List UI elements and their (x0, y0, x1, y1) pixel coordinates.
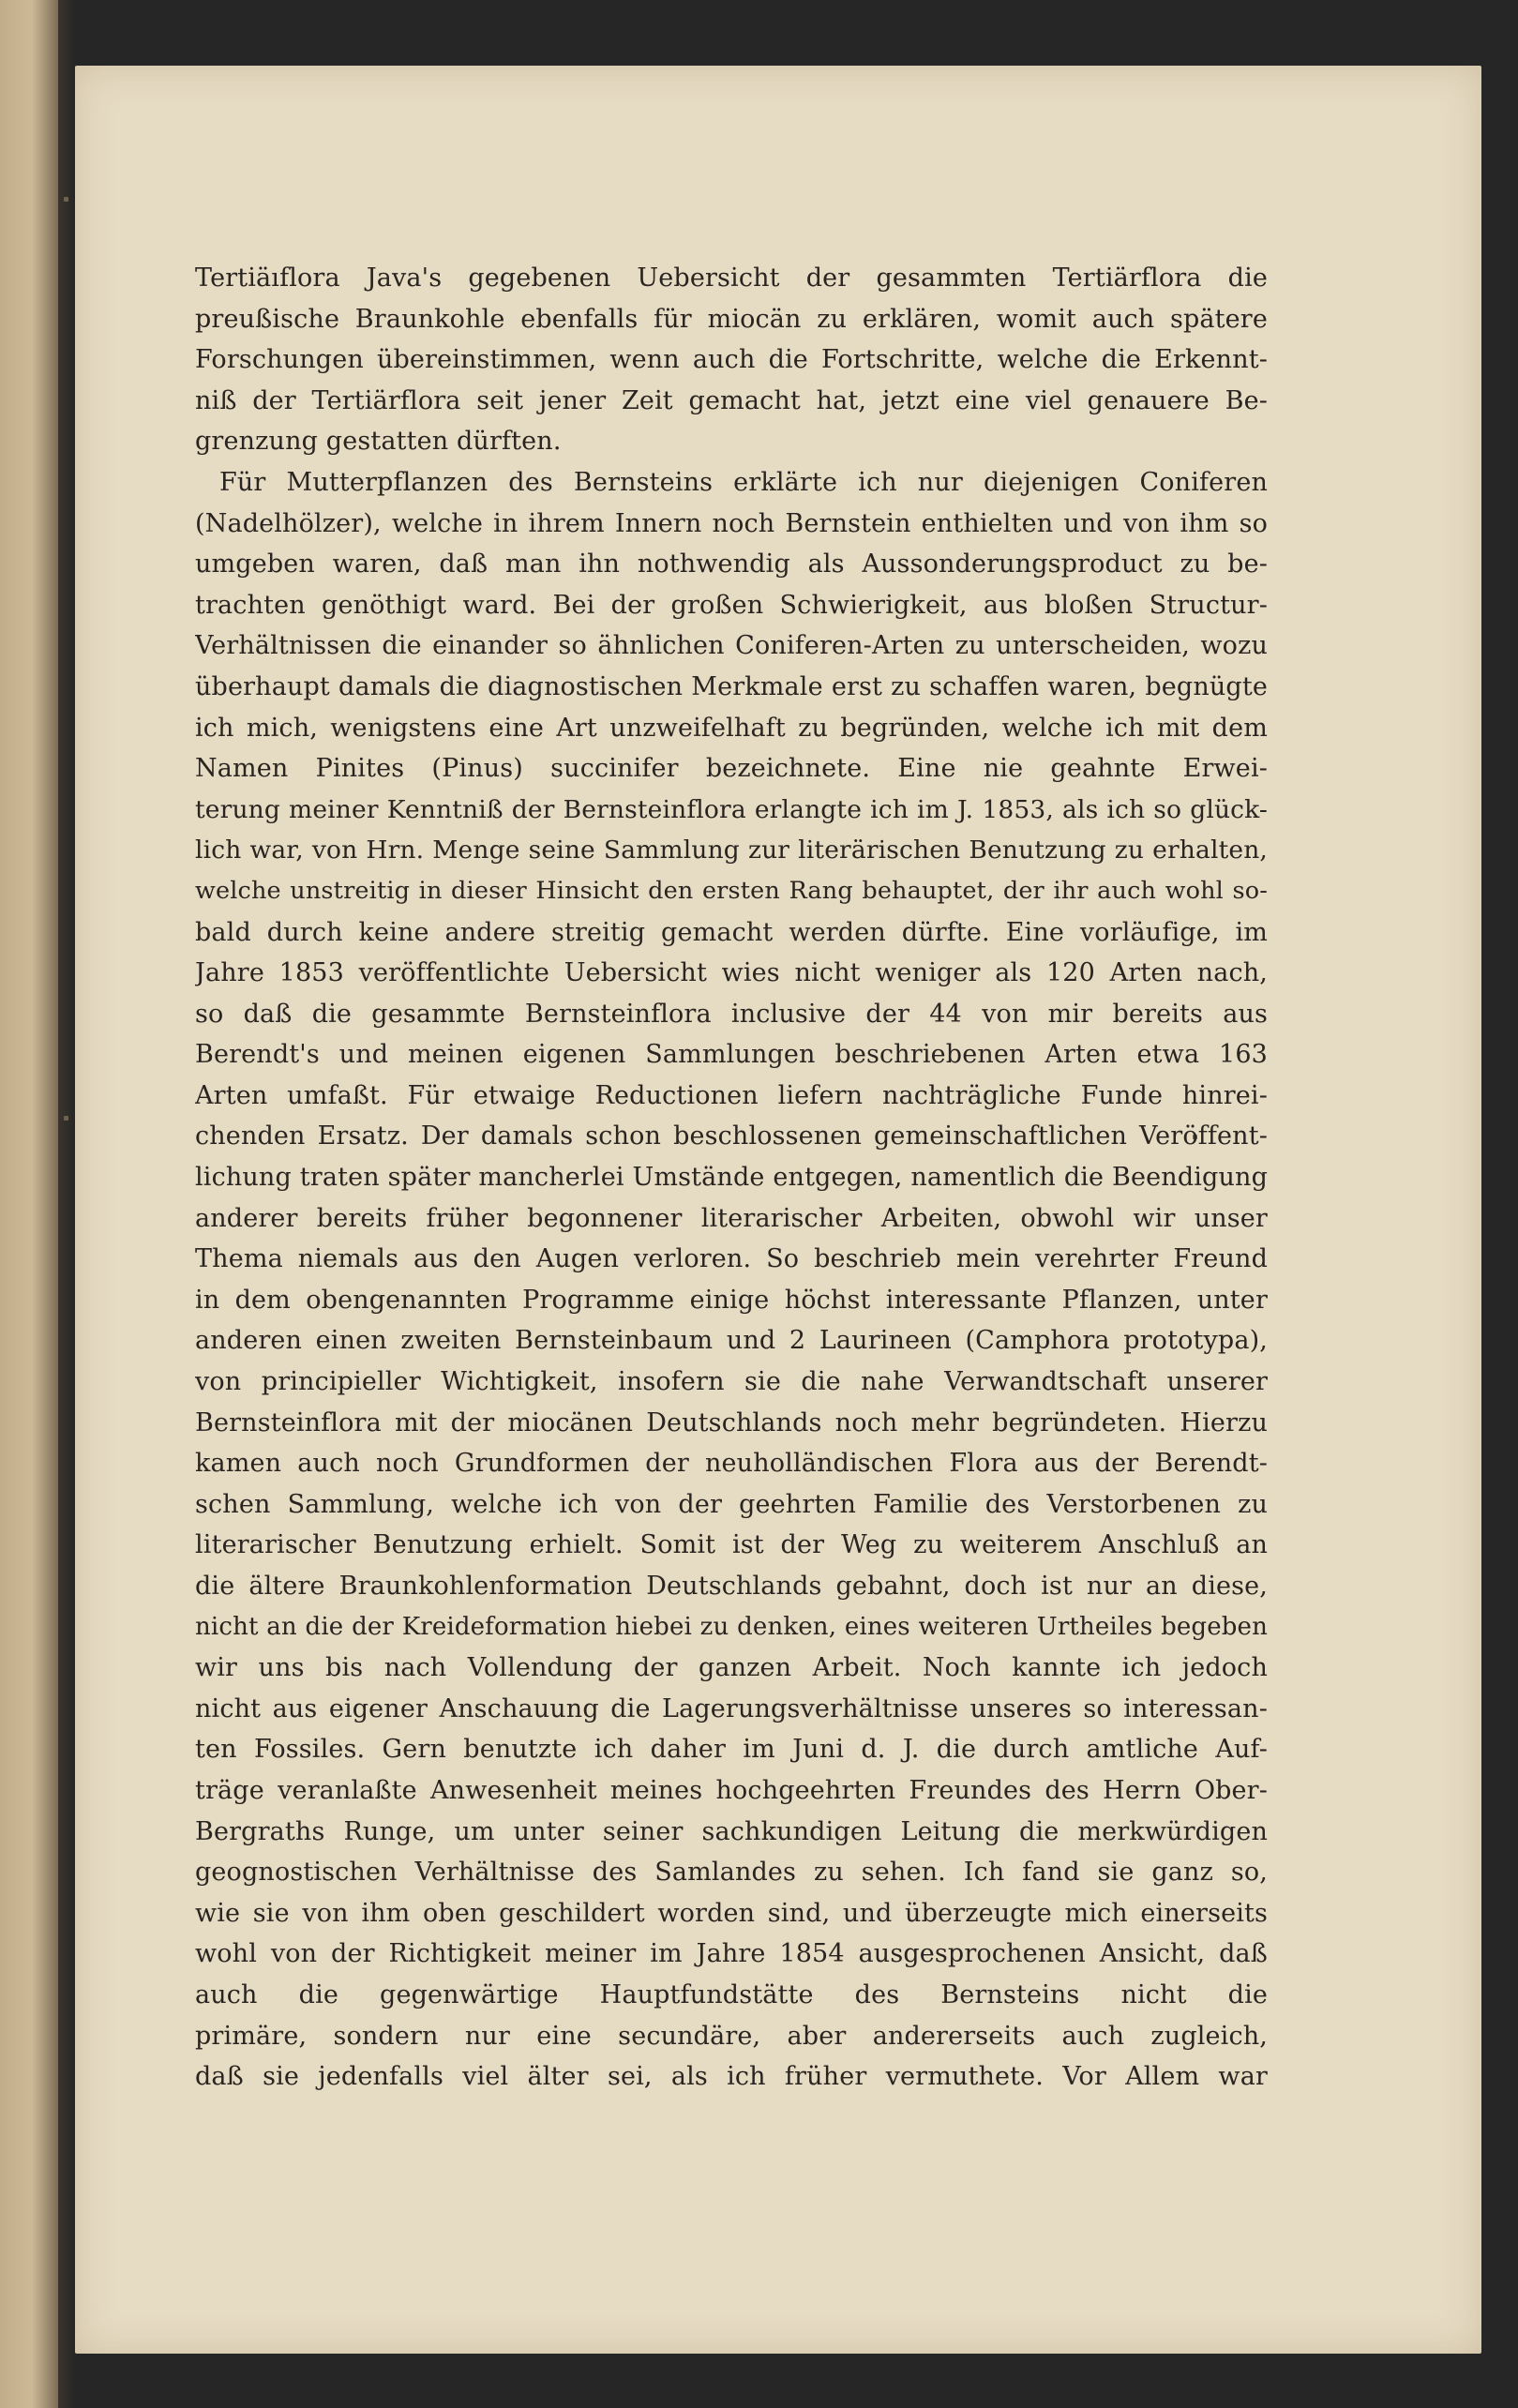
text-line: Arten umfaßt. Für etwaige Reductionen liefern nachträgliche Funde hinrei- (195, 1080, 1268, 1110)
text-line: in dem obengenannten Programme einige höchst interessante Pflanzen, unter (195, 1285, 1268, 1315)
text-line: lich war, von Hrn. Menge seine Sammlung zur literärischen Benutzung zu erhalten, (195, 835, 1268, 865)
text-line: träge veranlaßte Anwesenheit meines hochgeehrten Freundes des Herrn Ober- (195, 1775, 1268, 1805)
text-line: Bernsteinflora mit der miocänen Deutschlands noch mehr begründeten. Hierzu (195, 1407, 1268, 1437)
text-line: so daß die gesammte Bernsteinflora inclusive der 44 von mir bereits aus (195, 999, 1268, 1029)
text-line: primäre, sondern nur eine secundäre, aber andererseits auch zugleich, (195, 2021, 1268, 2051)
text-line: grenzung gestatten dürften. (195, 427, 562, 457)
text-line: von principieller Wichtigkeit, insofern sie die nahe Verwandtschaft unserer (195, 1367, 1268, 1397)
book-page (75, 66, 1481, 2354)
text-line: geognostischen Verhältnisse des Samlandes zu sehen. Ich fand sie ganz so, (195, 1858, 1268, 1888)
text-line: Forschungen übereinstimmen, wenn auch die Fortschritte, welche die Erkennt- (195, 345, 1268, 375)
text-line: trachten genöthigt ward. Bei der großen Schwierigkeit, aus bloßen Structur- (195, 590, 1268, 620)
text-line: anderer bereits früher begonnener literarischer Arbeiten, obwohl wir unser (195, 1203, 1268, 1233)
text-line: schen Sammlung, welche ich von der geehrten Familie des Verstorbenen zu (195, 1489, 1268, 1519)
text-line: literarischer Benutzung erhielt. Somit ist der Weg zu weiterem Anschluß an (195, 1530, 1268, 1560)
text-line: wohl von der Richtigkeit meiner im Jahre 1854 ausgesprochenen Ansicht, daß (195, 1939, 1268, 1969)
text-line: Verhältnissen die einander so ähnlichen Coniferen-Arten zu unterscheiden, wozu (195, 631, 1268, 661)
book-spine (0, 0, 58, 2408)
spine-shadow (58, 0, 75, 2408)
text-line: Thema niemals aus den Augen verloren. So beschrieb mein verehrter Freund (195, 1244, 1268, 1274)
text-line: überhaupt damals die diagnostischen Merkmale erst zu schaffen waren, begnügte (195, 671, 1268, 701)
text-line: preußische Braunkohle ebenfalls für miocän zu erklären, womit auch spätere (195, 304, 1268, 334)
text-line: umgeben waren, daß man ihn nothwendig als Aussonderungsproduct zu be- (195, 549, 1268, 579)
text-line: lichung traten später mancherlei Umstände entgegen, namentlich die Beendigung (195, 1163, 1268, 1193)
text-line: anderen einen zweiten Bernsteinbaum und 2 Laurineen (Camphora prototypa), (195, 1326, 1268, 1356)
margin-mark (64, 197, 68, 202)
text-line: Jahre 1853 veröffentlichte Uebersicht wies nicht weniger als 120 Arten nach, (195, 958, 1268, 988)
text-line: niß der Tertiärflora seit jener Zeit gemacht hat, jetzt eine viel genauere Be- (195, 385, 1268, 415)
text-line: welche unstreitig in dieser Hinsicht den ersten Rang behauptet, der ihr auch wohl so- (195, 876, 1268, 905)
text-line: ten Fossiles. Gern benutzte ich daher im Juni d. J. die durch amtliche Auf- (195, 1735, 1268, 1765)
body-text (195, 258, 1268, 2098)
text-line: chenden Ersatz. Der damals schon beschlossenen gemeinschaftlichen Veröffent- (195, 1121, 1268, 1151)
text-line: die ältere Braunkohlenformation Deutschlands gebahnt, doch ist nur an diese, (195, 1572, 1268, 1601)
text-line: nicht aus eigener Anschauung die Lagerungsverhältnisse unseres so interessan- (195, 1693, 1268, 1723)
text-line: daß sie jedenfalls viel älter sei, als ich früher vermuthete. Vor Allem war (195, 2062, 1268, 2092)
text-line: terung meiner Kenntniß der Bernsteinflora erlangte ich im J. 1853, als ich so glück- (195, 794, 1268, 824)
text-line: Bergraths Runge, um unter seiner sachkundigen Leitung die merkwürdigen (195, 1816, 1268, 1846)
text-line: Berendt's und meinen eigenen Sammlungen beschriebenen Arten etwa 163 (195, 1040, 1268, 1070)
text-line: Für Mutterpflanzen des Bernsteins erklärte ich nur diejenigen Coniferen (219, 467, 1268, 497)
text-line: Namen Pinites (Pinus) succinifer bezeichnete. Eine nie geahnte Erwei- (195, 754, 1268, 784)
text-line: kamen auch noch Grundformen der neuholländischen Flora aus der Berendt- (195, 1449, 1268, 1479)
text-line: Tertiäıflora Java's gegebenen Uebersicht der gesammten Tertiärflora die (195, 263, 1268, 293)
text-line: nicht an die der Kreideformation hiebei zu denken, eines weiteren Urtheiles begeben (195, 1612, 1268, 1641)
text-line: wie sie von ihm oben geschildert worden sind, und überzeugte mich einerseits (195, 1898, 1268, 1928)
text-line: auch die gegenwärtige Hauptfundstätte des Bernsteins nicht die (195, 1979, 1268, 2009)
text-line: bald durch keine andere streitig gemacht werden dürfte. Eine vorläufige, im (195, 917, 1268, 947)
text-line: wir uns bis nach Vollendung der ganzen Arbeit. Noch kannte ich jedoch (195, 1653, 1268, 1683)
margin-mark (64, 1116, 68, 1121)
text-line: ich mich, wenigstens eine Art unzweifelhaft zu begründen, welche ich mit dem (195, 713, 1268, 743)
text-line: (Nadelhölzer), welche in ihrem Innern noch Bernstein enthielten und von ihm so (195, 508, 1268, 538)
